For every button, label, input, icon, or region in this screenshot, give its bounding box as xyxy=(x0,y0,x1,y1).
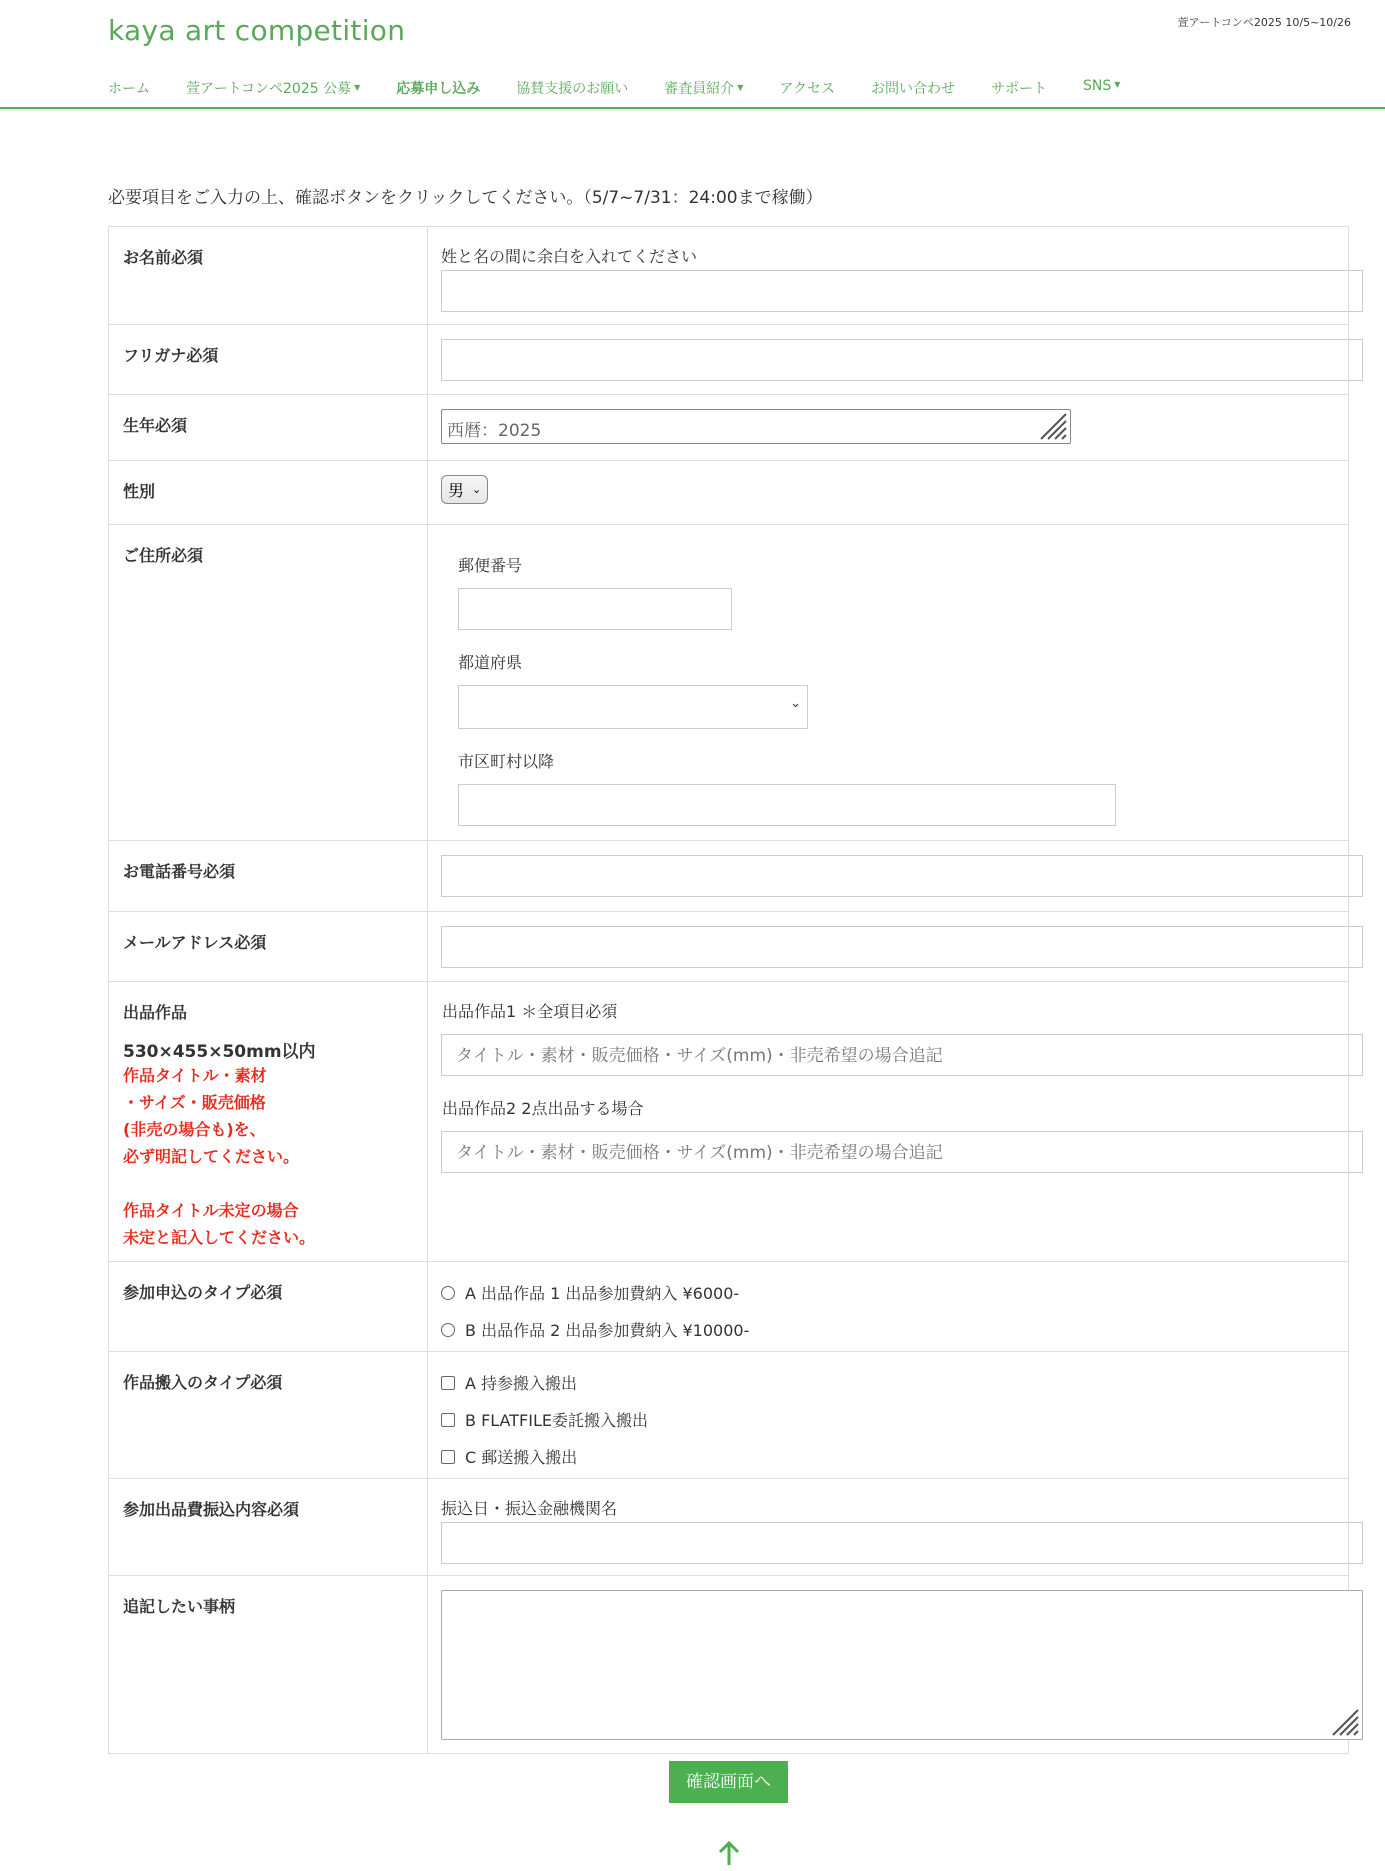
form-row-email xyxy=(109,912,1349,982)
name-label: お名前必須 xyxy=(109,227,428,325)
prefecture-label: 都道府県 xyxy=(458,653,523,672)
nav-divider-shadow xyxy=(0,109,1385,111)
nav-label: 審査員紹介 xyxy=(664,81,735,97)
form-row-address xyxy=(109,525,1349,841)
main-nav xyxy=(108,78,1156,100)
entry-option-a-label: A 出品作品 1 出品参加費納入 ¥6000- xyxy=(465,1284,740,1303)
payment-hint: 振込日・振込金融機関名 xyxy=(441,1499,618,1518)
nav-label: お問い合わせ xyxy=(871,81,956,97)
form-intro: 必要項目をご入力の上、確認ボタンをクリックしてください。（5/7~7/31：24:00まで稼働） xyxy=(108,188,823,208)
resize-handle-icon[interactable] xyxy=(1329,1708,1359,1736)
nav-label: アクセス xyxy=(779,81,836,97)
nav-item-home[interactable] xyxy=(108,78,150,100)
city-label: 市区町村以降 xyxy=(458,752,555,771)
red-note-line: 未定と記入してください。 xyxy=(123,1228,316,1247)
caret-down-icon: ▼ xyxy=(354,83,361,92)
nav-item-contact[interactable] xyxy=(871,78,955,100)
form-row-delivery-type xyxy=(109,1352,1349,1479)
application-form xyxy=(108,226,1349,1754)
entry-type-label: 参加申込のタイプ必須 xyxy=(109,1262,428,1352)
notes-label: 追記したい事柄 xyxy=(109,1576,428,1754)
phone-input[interactable] xyxy=(441,855,1363,897)
nav-label: 萱アートコンペ2025 公募 xyxy=(186,81,352,97)
email-label: メールアドレス必須 xyxy=(109,912,428,982)
delivery-option-b[interactable] xyxy=(441,1408,1335,1431)
delivery-option-c-label: C 郵送搬入搬出 xyxy=(465,1448,578,1467)
form-row-phone xyxy=(109,841,1349,912)
furigana-label: フリガナ必須 xyxy=(109,325,428,395)
site-title[interactable]: kaya art competition xyxy=(108,14,406,47)
gender-select[interactable] xyxy=(441,475,488,504)
form-row-furigana xyxy=(109,325,1349,395)
red-note-line: 作品タイトル・素材 xyxy=(123,1066,267,1085)
phone-label: お電話番号必須 xyxy=(109,841,428,912)
payment-label: 参加出品費振込内容必須 xyxy=(109,1479,428,1576)
entry-option-a[interactable] xyxy=(441,1281,1335,1304)
entry-option-b-label: B 出品作品 2 出品参加費納入 ¥10000- xyxy=(465,1321,750,1340)
gender-selected: 男 xyxy=(448,481,465,500)
nav-item-apply[interactable] xyxy=(396,78,480,100)
email-input[interactable] xyxy=(441,926,1363,968)
checkbox[interactable] xyxy=(441,1413,455,1427)
name-hint: 姓と名の間に余白を入れてください xyxy=(441,247,698,266)
radio-button[interactable] xyxy=(441,1286,455,1300)
work2-label: 出品作品2 2点出品する場合 xyxy=(442,1099,644,1118)
form-row-works xyxy=(109,982,1349,1262)
arrow-up-icon[interactable] xyxy=(717,1840,741,1866)
site-subtitle: 萱アートコンペ2025 10/5~10/26 xyxy=(1177,16,1351,29)
delivery-type-label: 作品搬入のタイプ必須 xyxy=(109,1352,428,1479)
red-note-line: 必ず明記してください。 xyxy=(123,1147,300,1166)
nav-item-support[interactable] xyxy=(991,78,1047,100)
nav-item-sponsor[interactable] xyxy=(516,78,628,100)
resize-handle-icon[interactable] xyxy=(1037,412,1067,440)
nav-item-judges[interactable] xyxy=(664,78,743,100)
works-label-cell xyxy=(109,982,428,1262)
furigana-input[interactable] xyxy=(441,339,1363,381)
nav-label: ホーム xyxy=(108,81,150,97)
works-red-note xyxy=(123,1062,413,1251)
works-label: 出品作品 xyxy=(123,1003,188,1022)
chevron-down-icon: ⌄ xyxy=(472,483,482,496)
name-input[interactable] xyxy=(441,270,1363,312)
postal-label: 郵便番号 xyxy=(458,556,523,575)
red-note-line: 作品タイトル未定の場合 xyxy=(123,1201,299,1220)
caret-down-icon: ▼ xyxy=(737,83,744,92)
payment-input[interactable] xyxy=(441,1522,1363,1564)
chevron-down-icon: ⌄ xyxy=(790,696,801,711)
radio-button[interactable] xyxy=(441,1323,455,1337)
nav-label: サポート xyxy=(991,81,1048,97)
nav-item-sns[interactable] xyxy=(1083,78,1120,100)
work1-input[interactable]: タイトル・素材・販売価格・サイズ(mm)・非売希望の場合追記 xyxy=(441,1034,1363,1076)
work2-input[interactable]: タイトル・素材・販売価格・サイズ(mm)・非売希望の場合追記 xyxy=(441,1131,1363,1173)
form-row-payment xyxy=(109,1479,1349,1576)
red-note-line: ・サイズ・販売価格 xyxy=(123,1093,266,1112)
address-label: ご住所必須 xyxy=(109,525,428,841)
notes-textarea[interactable] xyxy=(441,1590,1363,1740)
checkbox[interactable] xyxy=(441,1450,455,1464)
nav-label: 協賛支援のお願い xyxy=(516,81,629,97)
form-row-name xyxy=(109,227,1349,325)
delivery-option-a[interactable] xyxy=(441,1371,1335,1394)
caret-down-icon: ▼ xyxy=(1114,80,1121,89)
form-row-entry-type xyxy=(109,1262,1349,1352)
nav-label: SNS xyxy=(1083,78,1112,94)
checkbox[interactable] xyxy=(441,1376,455,1390)
postal-code-input[interactable] xyxy=(458,588,732,630)
birth-year-label: 生年必須 xyxy=(109,395,428,461)
delivery-option-b-label: B FLATFILE委託搬入搬出 xyxy=(465,1411,648,1430)
works-size-note: 530×455×50mm以内 xyxy=(123,1042,316,1062)
gender-label: 性別 xyxy=(109,461,428,525)
confirm-button[interactable]: 確認画面へ xyxy=(669,1761,788,1803)
prefecture-select[interactable] xyxy=(458,685,808,729)
red-note-spacer xyxy=(123,1170,413,1197)
entry-option-b[interactable] xyxy=(441,1318,1335,1341)
form-row-birth-year xyxy=(109,395,1349,461)
form-row-gender xyxy=(109,461,1349,525)
nav-label: 応募申し込み xyxy=(396,81,481,97)
work1-label: 出品作品1 ＊全項目必須 xyxy=(442,1002,618,1021)
nav-item-access[interactable] xyxy=(779,78,835,100)
red-note-line: (非売の場合も)を、 xyxy=(123,1120,266,1139)
birth-year-textarea[interactable] xyxy=(441,409,1071,444)
form-row-notes xyxy=(109,1576,1349,1754)
nav-item-competition[interactable] xyxy=(186,78,360,100)
birth-year-placeholder: 西暦：2025 xyxy=(447,421,542,441)
delivery-option-a-label: A 持参搬入搬出 xyxy=(465,1374,578,1393)
city-input[interactable] xyxy=(458,784,1116,826)
delivery-option-c[interactable] xyxy=(441,1445,1335,1468)
